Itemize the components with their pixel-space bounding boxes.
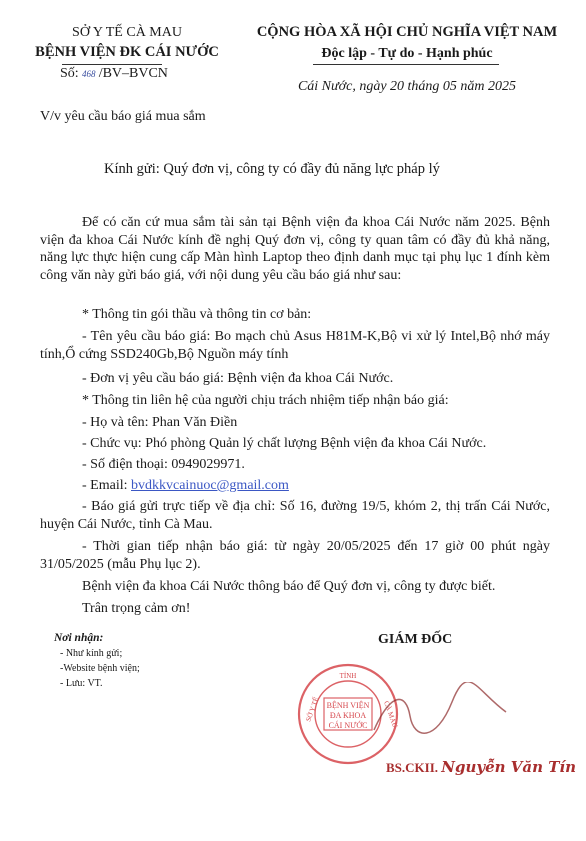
header-right-underline — [313, 64, 499, 65]
contact-position: - Chức vụ: Phó phòng Quản lý chất lượng Bệnh viện đa khoa Cái Nước. — [82, 436, 487, 451]
document-subject: V/v yêu cầu báo giá mua sắm — [40, 109, 206, 124]
package-info-heading: * Thông tin gói thầu và thông tin cơ bản: — [82, 307, 312, 322]
quote-request-name: - Tên yêu cầu báo giá: Bo mạch chủ Asus H81M-K,Bộ vi xử lý Intel,Bộ nhớ máy tính,Ổ cứng SSD240Gb,Bộ Nguồn máy tính — [40, 329, 550, 362]
delivery-address: - Báo giá gửi trực tiếp về địa chỉ: Số 16, đường 19/5, khóm 2, thị trấn Cái Nước, huyện Cái Nước, tỉnh Cà Mau. — [40, 499, 550, 532]
receiving-period: - Thời gian tiếp nhận báo giá: từ ngày 20/05/2025 đến 17 giờ 00 phút ngày 31/05/2025 (mẫu Phụ lục 2). — [40, 539, 550, 572]
agency-name: SỞ Y TẾ CÀ MAU — [72, 25, 182, 40]
seal-line: SỞ Y TẾ — [304, 696, 321, 723]
document-number — [60, 66, 168, 82]
recipients-heading: Nơi nhận: — [54, 632, 104, 644]
hospital-name: BỆNH VIỆN ĐK CÁI NƯỚC — [35, 44, 219, 60]
header-left-underline — [62, 64, 162, 65]
recipient-item: -Website bệnh viện; — [60, 663, 140, 674]
recipient-line: Kính gửi: Quý đơn vị, công ty có đầy đủ năng lực pháp lý — [104, 161, 440, 177]
signer-degree: BS.CKII. — [386, 760, 439, 775]
closing-thanks: Trân trọng cảm ơn! — [82, 601, 191, 616]
intro-paragraph: Để có căn cứ mua sắm tài sản tại Bệnh viện đa khoa Cái Nước năm 2025. Bệnh viện đa khoa Cái Nước kính đề nghị Quý đơn vị, công ty quan tâm có đầy đủ khả năng, năng lực thực hiện cung cấp Màn hình Laptop theo định danh mục tại phụ lục 1 đính kèm công văn này gửi báo giá, với nội dung yêu cầu báo giá như sau: — [40, 215, 550, 283]
signature-scribble — [366, 682, 516, 742]
seal-line: CÀ MAU — [382, 699, 400, 729]
national-motto: Độc lập - Tự do - Hạnh phúc — [321, 46, 493, 61]
contact-phone: - Số điện thoại: 0949029971. — [82, 457, 245, 472]
doc-number-prefix: Số: — [60, 66, 79, 81]
doc-number-handwritten: 468 — [81, 69, 96, 79]
email-link[interactable]: bvdkkvcainuoc@gmail.com — [131, 478, 289, 493]
director-title: GIÁM ĐỐC — [378, 632, 453, 647]
signer-full-name: Nguyễn Văn Tín — [441, 758, 577, 776]
recipient-item: - Lưu: VT. — [60, 678, 103, 689]
email-label: - Email: — [82, 478, 131, 493]
national-title: CỘNG HÒA XÃ HỘI CHỦ NGHĨA VIỆT NAM — [256, 24, 558, 40]
contact-name: - Họ và tên: Phan Văn Điền — [82, 415, 238, 430]
contact-email — [40, 477, 550, 495]
doc-number-suffix: /BV–BVCN — [98, 66, 168, 81]
notice-sentence: Bệnh viện đa khoa Cái Nước thông báo để Quý đơn vị, công ty được biết. — [82, 579, 496, 594]
contact-info-heading: * Thông tin liên hệ của người chịu trách nhiệm tiếp nhận báo giá: — [82, 393, 449, 408]
seal-line: ĐA KHOA — [329, 711, 367, 720]
seal-line: BỆNH VIỆN — [326, 701, 370, 710]
seal-line: TỈNH — [339, 672, 357, 680]
requesting-unit: - Đơn vị yêu cầu báo giá: Bệnh viện đa khoa Cái Nước. — [82, 371, 394, 386]
seal-line: CÁI NƯỚC — [328, 721, 368, 730]
document-date: Cái Nước, ngày 20 tháng 05 năm 2025 — [297, 79, 517, 94]
recipient-item: - Như kính gửi; — [60, 648, 123, 659]
signer-name — [386, 758, 576, 776]
